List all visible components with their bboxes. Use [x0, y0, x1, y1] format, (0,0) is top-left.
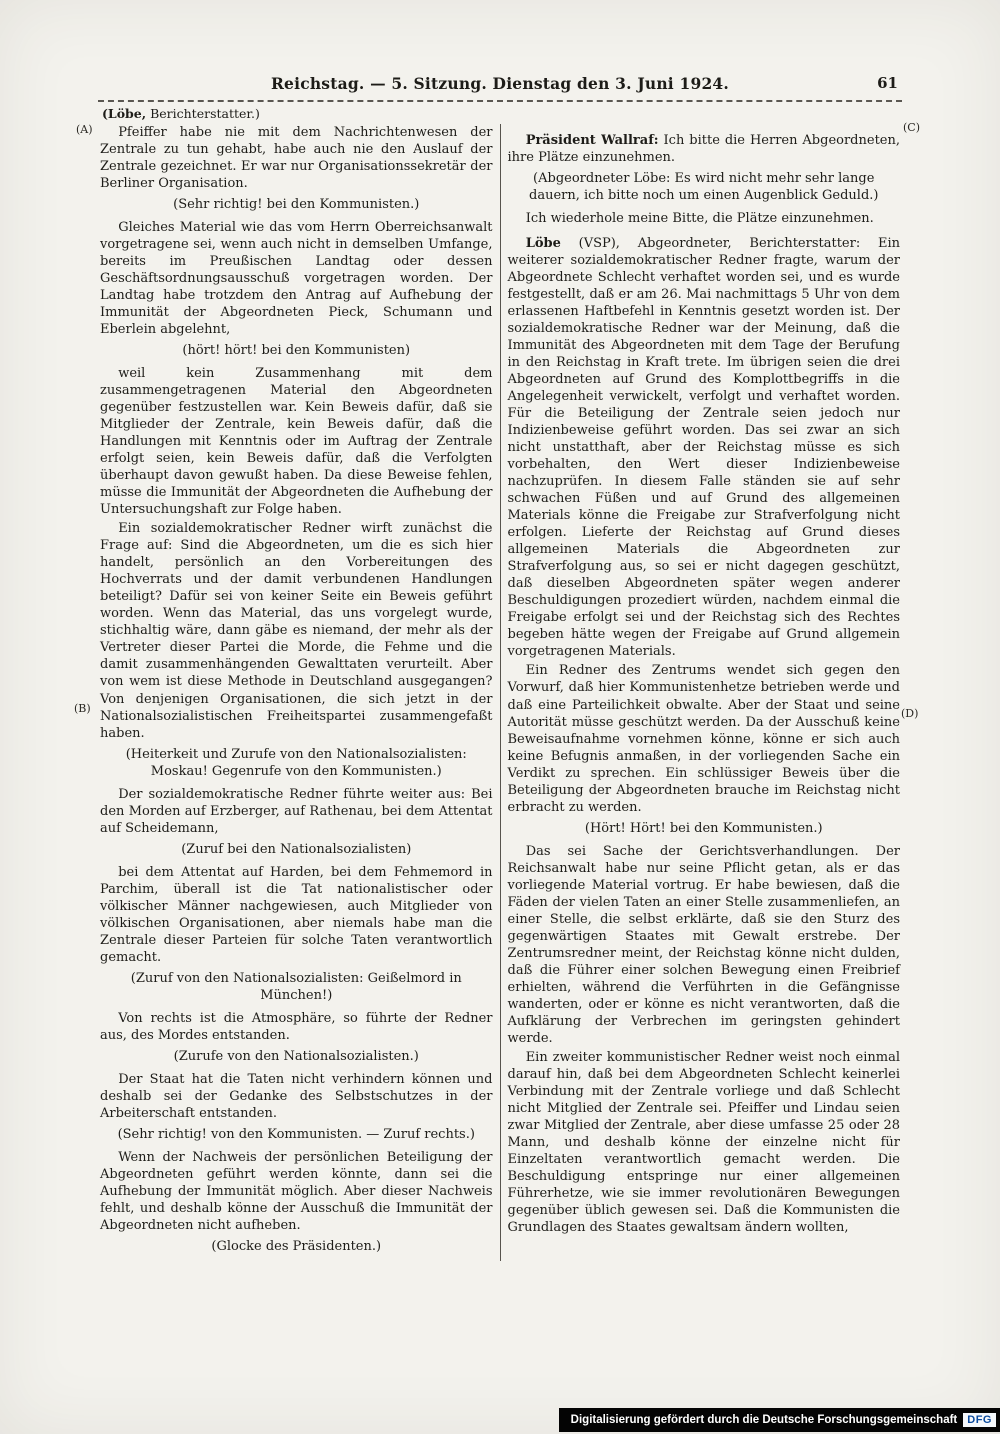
paragraph: bei dem Attentat auf Harden, bei dem Fehmemord in Parchim, überall ist die Tat nationalistischer oder völkischer Männer nachgewiesen, auch Mitglieder von völkischen Organisationen, aber niemals habe man die Zentrale dieser Parteien für solche Taten verantwortlich gemacht.	[100, 864, 493, 965]
digitization-note: Digitalisierung gefördert durch die Deutsche Forschungsgemeinschaft	[570, 1414, 958, 1426]
margin-marker-c: (C)	[903, 121, 920, 134]
stage-direction: (Zurufe von den Nationalsozialisten.)	[173, 1048, 419, 1064]
paragraph: Ein Redner des Zentrums wendet sich gegen den Vorwurf, daß hier Kommunistenhetze betrieben werde und daß eine Parteilichkeit obwalte. Aber der Staat und seine Autorität müsse geschützt werden. Da der Ausschuß keine Beweisaufnahme vornehmen könne, könne er sich auch keine Befugnis anmaßen, in der vorliegenden Sache ein Verdikt zu sprechen. Ein schlüssiger Beweis über die Beteiligung der Abgeordneten brauche im Reichstag nicht erbracht zu werden.	[507, 663, 900, 815]
digitization-bar	[559, 1408, 1000, 1432]
text-columns	[100, 124, 900, 1261]
stage-direction: (Glocke des Präsidenten.)	[211, 1238, 382, 1254]
dfg-logo: DFG	[963, 1413, 996, 1427]
right-column	[508, 124, 901, 1261]
stage-direction: (Zuruf von den Nationalsozialisten: Geißelmord in München!)	[130, 970, 462, 1003]
margin-marker-d: (D)	[901, 707, 919, 720]
paragraph: Ich wiederhole meine Bitte, die Plätze einzunehmen.	[525, 211, 874, 227]
speaker-name: Präsident Wallraf:	[525, 133, 659, 148]
stage-direction: (Heiterkeit und Zurufe von den Nationalsozialisten: Moskau! Gegenrufe von den Kommunisten.)	[125, 746, 467, 779]
continuation-rest: Berichterstatter.)	[146, 106, 260, 121]
margin-marker-b: (B)	[74, 702, 91, 715]
stage-direction: (Zuruf bei den Nationalsozialisten)	[181, 841, 412, 857]
paragraph: Das sei Sache der Gerichtsverhandlungen. Der Reichsanwalt habe nur seine Pflicht getan, als er das vorliegende Material vortrug. Er habe bewiesen, daß die Fäden der vielen Taten an einer Stelle zusammenliefen, an einer Stelle, die selbst erklärte, daß sie den Sturz des gegenwärtigen Staates mit Gewalt erstrebe. Der Zentrumsredner meint, der Reichstag könne nicht dulden, daß die Führer einer solchen Bewegung einen Freibrief erhielten, während die Verführten in die Gefängnisse wanderten, oder er könne es nicht verantworten, daß die Aufklärung der Verbrechen im geringsten gehindert werde.	[507, 843, 900, 1046]
paragraph: Gleiches Material wie das vom Herrn Oberreichsanwalt vorgetragene sei, wenn auch nicht in demselben Umfange, bereits im Preußischen Landtag oder dessen Geschäftsordnungsausschuß vorgetragen worden. Der Landtag habe trotzdem den Antrag auf Aufhebung der Immunität der Abgeordneten Pieck, Schumann und Eberlein abgelehnt,	[100, 220, 493, 338]
paragraph: Der Staat hat die Taten nicht verhindern können und deshalb sei der Gedanke des Selbstschutzes in der Arbeiterschaft entstanden.	[100, 1071, 493, 1121]
paragraph: weil kein Zusammenhang mit dem zusammengetragenen Material den Abgeordneten gegenüber festzustellen war. Kein Beweis dafür, daß sie Mitglieder der Zentrale, kein Beweis dafür, daß die Handlungen mit Kenntnis oder im Auftrag der Zentrale erfolgt seien, kein Beweis dafür, daß die Verfolgten überhaupt davon gewußt haben. Da diese Beweise fehlen, müsse die Immunität der Abgeordneten die Aufhebung der Untersuchungshaft zur Folge haben.	[100, 366, 493, 518]
paragraph: Pfeiffer habe nie mit dem Nachrichtenwesen der Zentrale zu tun gehabt, habe auch nie den Auslauf der Zentrale gezeichnet. Er war nur Organisationssekretär der Berliner Organisation.	[100, 125, 493, 192]
stage-direction: (Sehr richtig! bei den Kommunisten.)	[173, 197, 420, 213]
paragraph: Ein sozialdemokratischer Redner wirft zunächst die Frage auf: Sind die Abgeordneten, um die es sich hier handelt, persönlich an den Vorbereitungen des Hochverrats und der damit verbundenen Handlungen beteiligt? Dafür sei von keiner Seite ein Beweis geführt worden. Wenn das Material, das uns vorgelegt wurde, stichhaltig wäre, dann gäbe es niemand, der mehr als der Vertreter dieser Partei die Morde, die Fehme und die damit zusammenhängenden Gewalttaten verurteilt. Aber von wem ist diese Methode in Deutschland ausgegangen? Von denjenigen Organisationen, die sich jetzt in der Nationalsozialistischen Freiheitspartei zusammengefaßt haben.	[100, 521, 493, 741]
header-rule	[98, 100, 902, 102]
continuation-note	[102, 106, 260, 121]
stage-direction: (Sehr richtig! von den Kommunisten. — Zuruf rechts.)	[117, 1126, 475, 1142]
continuation-speaker: (Löbe,	[102, 106, 147, 121]
paragraph: Der sozialdemokratische Redner führte weiter aus: Bei den Morden auf Erzberger, auf Rathenau, bei dem Attentat auf Scheidemann,	[100, 786, 493, 836]
left-column	[100, 124, 493, 1261]
paragraph: Wenn der Nachweis der persönlichen Beteiligung der Abgeordneten geführt werden könnte, dann sei die Aufhebung der Immunität möglich. Aber dieser Nachweis fehlt, und deshalb könne der Ausschuß die Immunität der Abgeordneten nicht aufheben.	[100, 1149, 493, 1233]
paragraph: Löbe (VSP), Abgeordneter, Berichterstatter: Ein weiterer sozialdemokratischer Redner fragte, warum der Abgeordnete Schlecht verhaftet worden sei, und es wurde festgestellt, daß er am 26. Mai nachmittags 5 Uhr von dem erlassenen Haftbefehl in Kenntnis gesetzt worden ist. Der sozialdemokratische Redner war der Meinung, daß die Immunität des Abgeordneten mit dem Tage der Berufung in den Reichstag in Kraft trete. Im übrigen seien die drei Abgeordneten auf Grund des Komplottbegriffs in die Angelegenheit verwickelt, verfolgt und verhaftet worden. Für die Beteiligung der Zentrale seien jedoch nur Indizienbeweise geführt worden. Das sei zwar an sich nicht unstatthaft, aber der Reichstag müsse es sich vorbehalten, den Wert dieser Indizienbeweise nachzuprüfen. In diesem Falle ständen sie auf sehr schwachen Füßen und auf Grund des allgemeinen Materials könne die Freigabe zur Strafverfolgung nicht erfolgen. Lieferte der Reichstag auf Grund dieses allgemeinen Materials die Abgeordneten zur Strafverfolgung aus, so sei er nicht dagegen geschützt, daß dieselben Abgeordneten später wegen anderer Beschuldigungen prozediert würden, nachdem einmal die Freigabe erfolgt sei und der Reichstag sich des Rechtes begeben hätte wegen der Freigabe auf Grund allgemein vorgetragenen Materials.	[507, 236, 900, 660]
stage-direction: (Hört! Hört! bei den Kommunisten.)	[584, 820, 823, 836]
paragraph: Ein zweiter kommunistischer Redner weist noch einmal darauf hin, daß bei dem Abgeordneten Schlecht keinerlei Verbindung mit der Zentrale vorliege und daß Schlecht nicht Mitglied der Zentrale sei. Pfeiffer und Lindau seien zwar Mitglied der Zentrale, aber diese umfasse 25 oder 28 Mann, und deshalb könne der einzelne nicht für Einzeltaten verantwortlich gemacht werden. Die Beschuldigung entspringe nur einer allgemeinen Führerhetze, wie sie immer revolutionären Bewegungen gegenüber üblich gewesen sei. Daß die Kommunisten die Grundlagen des Staates gewaltsam ändern wollten,	[507, 1049, 900, 1235]
stage-direction: (Abgeordneter Löbe: Es wird nicht mehr sehr lange dauern, ich bitte noch um einen Augenblick Geduld.)	[529, 171, 879, 204]
page-header	[100, 74, 900, 93]
speaker-name: Löbe	[525, 236, 561, 252]
margin-marker-a: (A)	[76, 123, 93, 136]
paragraph: Von rechts ist die Atmosphäre, so führte der Redner aus, des Mordes entstanden.	[100, 1010, 493, 1043]
running-head: Reichstag. — 5. Sitzung. Dienstag den 3. Juni 1924.	[270, 74, 730, 93]
page-number: 61	[877, 74, 898, 92]
column-divider	[500, 124, 501, 1261]
paragraph: Präsident Wallraf: Ich bitte die Herren Abgeordneten, ihre Plätze einzunehmen.	[507, 133, 900, 166]
stage-direction: (hört! hört! bei den Kommunisten)	[182, 343, 411, 359]
